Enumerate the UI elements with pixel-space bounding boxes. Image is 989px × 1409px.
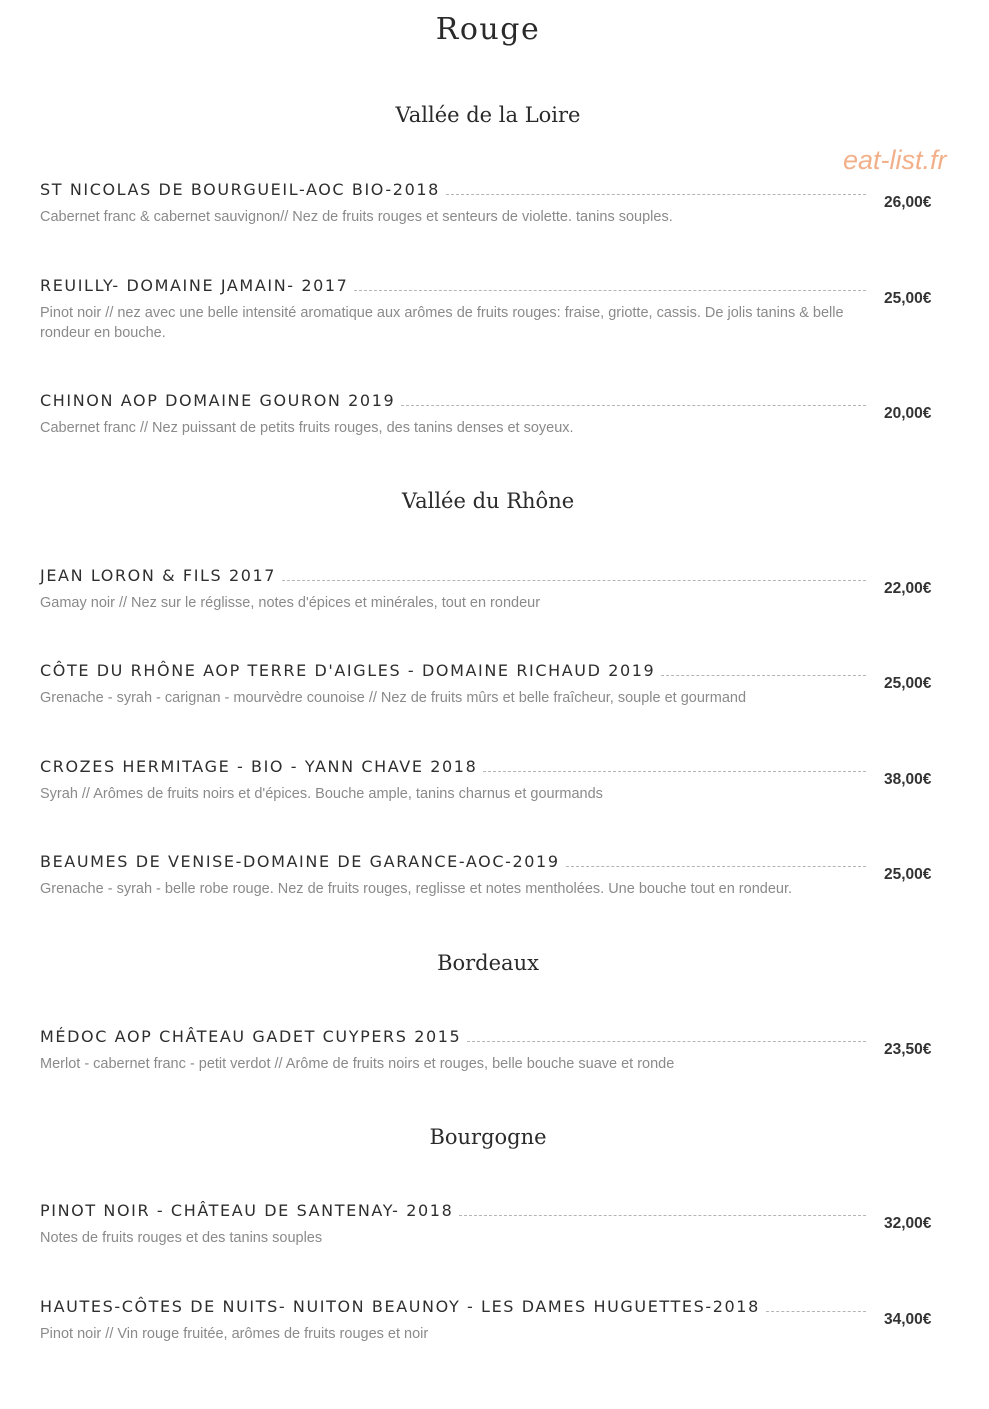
wine-name: JEAN LORON & FILS 2017 <box>40 566 277 585</box>
wine-item-head <box>40 852 866 871</box>
wine-name: CHINON AOP DOMAINE GOURON 2019 <box>40 391 396 410</box>
wine-description: Grenache - syrah - belle robe rouge. Nez de fruits rouges, reglisse et notes mentholées. Une bouche tout en rondeur. <box>40 881 793 897</box>
wine-item-head <box>40 566 866 585</box>
wine-price: 23,50€ <box>884 1041 932 1058</box>
dotted-leader <box>446 194 866 195</box>
dotted-leader <box>282 580 866 581</box>
wine-name: ST NICOLAS DE BOURGUEIL-AOC BIO-2018 <box>40 180 440 199</box>
wine-item <box>40 661 940 708</box>
section-title-rhone: Vallée du Rhône <box>401 489 575 513</box>
wine-item <box>40 566 940 613</box>
wine-price: 25,00€ <box>884 675 932 692</box>
wine-price: 32,00€ <box>884 1215 932 1232</box>
wine-name: BEAUMES DE VENISE-DOMAINE DE GARANCE-AOC-2019 <box>40 852 560 871</box>
dotted-leader <box>483 771 866 772</box>
wine-item-head <box>40 180 866 199</box>
wine-item <box>40 1201 940 1248</box>
wine-description: Pinot noir // nez avec une belle intensité aromatique aux arômes de fruits rouges: fraise, griotte, cassis. De jolis tanins & belle rondeur en bouche. <box>40 305 844 341</box>
section-title-bordeaux: Bordeaux <box>437 951 539 975</box>
wine-description: Notes de fruits rouges et des tanins souples <box>40 1230 323 1246</box>
wine-name: HAUTES-CÔTES DE NUITS- NUITON BEAUNOY - LES DAMES HUGUETTES-2018 <box>40 1297 760 1316</box>
wine-description: Pinot noir // Vin rouge fruitée, arômes de fruits rouges et noir <box>40 1326 429 1342</box>
dotted-leader <box>401 405 866 406</box>
wine-price: 25,00€ <box>884 290 932 307</box>
wine-item <box>40 391 940 438</box>
dotted-leader <box>467 1041 866 1042</box>
dotted-leader <box>661 675 866 676</box>
wine-price: 25,00€ <box>884 866 932 883</box>
wine-item <box>40 1027 940 1074</box>
watermark-logo: eat-list.fr <box>843 145 947 175</box>
wine-item-head <box>40 661 866 680</box>
wine-name: PINOT NOIR - CHÂTEAU DE SANTENAY- 2018 <box>40 1201 454 1220</box>
dotted-leader <box>566 866 866 867</box>
wine-description: Grenache - syrah - carignan - mourvèdre counoise // Nez de fruits mûrs et belle fraîcheur, souple et gourmand <box>40 690 747 706</box>
section-title-bourgogne: Bourgogne <box>429 1125 547 1149</box>
wine-item <box>40 276 940 343</box>
wine-name: CÔTE DU RHÔNE AOP TERRE D'AIGLES - DOMAINE RICHAUD 2019 <box>40 661 656 680</box>
wine-price: 38,00€ <box>884 771 932 788</box>
wine-description: Syrah // Arômes de fruits noirs et d'épices. Bouche ample, tanins charnus et gourmands <box>40 786 603 802</box>
wine-description: Merlot - cabernet franc - petit verdot // Arôme de fruits noirs et rouges, belle bouche suave et ronde <box>40 1056 675 1072</box>
wine-item-head <box>40 1201 866 1220</box>
wine-name: REUILLY- DOMAINE JAMAIN- 2017 <box>40 276 349 295</box>
wine-item-head <box>40 1297 866 1316</box>
wine-description: Gamay noir // Nez sur le réglisse, notes d'épices et minérales, tout en rondeur <box>40 595 541 611</box>
wine-description: Cabernet franc // Nez puissant de petits fruits rouges, des tanins denses et soyeux. <box>40 420 574 436</box>
wine-item <box>40 1297 940 1344</box>
wine-name: CROZES HERMITAGE - BIO - YANN CHAVE 2018 <box>40 757 478 776</box>
dotted-leader <box>354 290 866 291</box>
section-title-loire: Vallée de la Loire <box>395 103 581 127</box>
wine-name: MÉDOC AOP CHÂTEAU GADET CUYPERS 2015 <box>40 1027 462 1046</box>
wine-description: Cabernet franc & cabernet sauvignon// Nez de fruits rouges et senteurs de violette. tanins souples. <box>40 209 673 225</box>
wine-price: 20,00€ <box>884 405 932 422</box>
wine-price: 26,00€ <box>884 194 932 211</box>
dotted-leader <box>459 1215 866 1216</box>
wine-item <box>40 757 940 804</box>
dotted-leader <box>766 1311 866 1312</box>
wine-item <box>40 180 940 227</box>
wine-item-head <box>40 276 866 295</box>
page-title: Rouge <box>435 12 541 47</box>
wine-item-head <box>40 1027 866 1046</box>
wine-item <box>40 852 940 899</box>
wine-price: 22,00€ <box>884 580 932 597</box>
wine-item-head <box>40 757 866 776</box>
wine-item-head <box>40 391 866 410</box>
wine-price: 34,00€ <box>884 1311 932 1328</box>
